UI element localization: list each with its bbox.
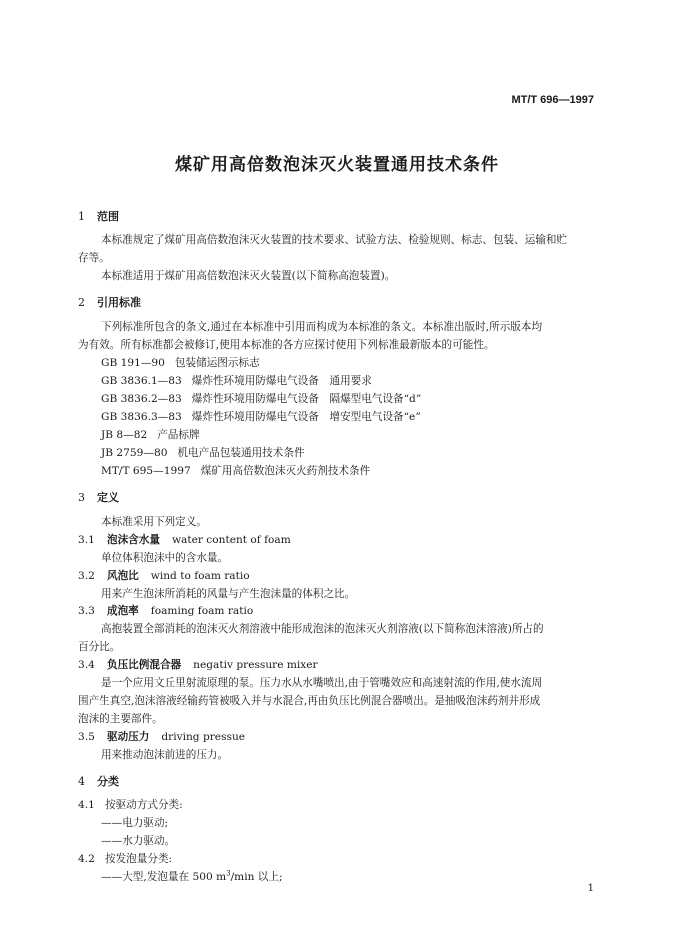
definition-term: 负压比例混合器 xyxy=(107,659,182,671)
section-1-heading xyxy=(78,208,119,224)
reference-code: JB 2759—80 xyxy=(101,447,168,459)
paragraph-line: 本标准适用于煤矿用高倍数泡沫灭火装置(以下简称高泡装置)。 xyxy=(101,270,396,282)
reference-code: JB 8—82 xyxy=(101,429,148,441)
definition-english: water content of foam xyxy=(171,534,291,546)
definition-text: 用来推动泡沫前进的压力。 xyxy=(101,749,229,761)
definition-english: driving pressue xyxy=(161,731,246,743)
section-3-heading xyxy=(78,489,119,505)
definition-text: 单位体积泡沫中的含水量。 xyxy=(101,552,229,564)
list-item: ——电力驱动; xyxy=(101,817,169,829)
reference-title: 机电产品包装通用技术条件 xyxy=(177,447,305,459)
reference-item xyxy=(101,427,200,442)
definition-heading xyxy=(78,532,291,547)
definition-term: 成泡率 xyxy=(107,605,139,617)
list-item-suffix: /min 以上; xyxy=(230,871,283,883)
reference-code: GB 3836.2—83 xyxy=(101,393,182,405)
classification-number: 4.2 xyxy=(78,853,95,865)
reference-title: 爆炸性环境用防爆电气设备 隔爆型电气设备“d” xyxy=(191,393,422,405)
definition-english: negativ pressure mixer xyxy=(193,659,318,671)
definition-text: 围产生真空,泡沫溶液经输药管被吸入并与水混合,再由负压比例混合器喷出。是抽吸泡沫药剂并形成 xyxy=(78,695,541,707)
page-number: 1 xyxy=(587,883,594,894)
section-4-heading xyxy=(78,773,119,789)
definition-number: 3.4 xyxy=(78,659,95,671)
definition-heading xyxy=(78,729,245,744)
definition-number: 3.3 xyxy=(78,605,95,617)
definition-term: 风泡比 xyxy=(107,570,139,582)
definition-text: 泡沫的主要部件。 xyxy=(78,713,163,725)
reference-item xyxy=(101,409,421,424)
section-number: 4 xyxy=(78,775,85,788)
definition-text: 用来产生泡沫所消耗的风量与产生泡沫量的体积之比。 xyxy=(101,588,356,600)
section-label: 引用标准 xyxy=(97,296,141,309)
reference-code: GB 191—90 xyxy=(101,357,165,369)
definition-english: foaming foam ratio xyxy=(150,605,254,617)
reference-item xyxy=(101,373,372,388)
definition-term: 泡沫含水量 xyxy=(107,534,160,546)
reference-title: 包装储运图示标志 xyxy=(174,357,260,369)
classification-text: 按发泡量分类: xyxy=(105,853,173,865)
definition-english: wind to foam ratio xyxy=(150,570,250,582)
reference-title: 产品标牌 xyxy=(157,429,200,441)
reference-code: MT/T 695—1997 xyxy=(101,465,191,477)
paragraph-line: 存等。 xyxy=(78,252,110,264)
section-label: 范围 xyxy=(97,210,119,223)
definition-number: 3.2 xyxy=(78,570,95,582)
definition-text: 高抱装置全部消耗的泡沫灭火剂溶液中能形成泡沫的泡沫灭火剂溶液(以下简称泡沫溶液)所占的 xyxy=(101,623,544,635)
section-label: 定义 xyxy=(97,491,119,504)
section-label: 分类 xyxy=(97,775,119,788)
paragraph-line: 本标准采用下列定义。 xyxy=(101,516,207,528)
section-number: 3 xyxy=(78,491,85,504)
section-number: 2 xyxy=(78,296,85,309)
definition-heading xyxy=(78,657,318,672)
standard-number: MT/T 696—1997 xyxy=(511,94,594,106)
definition-number: 3.5 xyxy=(78,731,95,743)
reference-item xyxy=(101,391,421,406)
list-item xyxy=(101,869,283,884)
definition-number: 3.1 xyxy=(78,534,95,546)
reference-title: 煤矿用高倍数泡沫灭火药剂技术条件 xyxy=(200,465,371,477)
definition-heading xyxy=(78,603,253,618)
list-item-prefix: ——大型,发泡量在 500 m xyxy=(101,871,227,883)
reference-item xyxy=(101,463,370,478)
definition-heading xyxy=(78,568,250,583)
classification-text: 按驱动方式分类: xyxy=(105,799,183,811)
paragraph-line: 为有效。所有标准都会被修订,使用本标准的各方应探讨使用下列标准最新版本的可能性。 xyxy=(78,339,495,351)
definition-text: 是一个应用文丘里射流原理的泵。压力水从水嘴喷出,由于管嘴效应和高速射流的作用,使水流周 xyxy=(101,677,543,689)
reference-code: GB 3836.1—83 xyxy=(101,375,182,387)
reference-title: 爆炸性环境用防爆电气设备 增安型电气设备“e” xyxy=(191,411,421,423)
paragraph-line: 下列标准所包含的条文,通过在本标准中引用而构成为本标准的条文。本标准出版时,所示版本均 xyxy=(101,321,543,333)
section-2-heading xyxy=(78,294,141,310)
superscript: 3 xyxy=(226,869,231,878)
reference-item xyxy=(101,355,260,370)
classification-number: 4.1 xyxy=(78,799,95,811)
paragraph-line: 本标准规定了煤矿用高倍数泡沫灭火装置的技术要求、试验方法、检验规则、标志、包装、运输和贮 xyxy=(101,234,568,246)
definition-text: 百分比。 xyxy=(78,641,121,653)
classification-heading xyxy=(78,851,172,866)
reference-code: GB 3836.3—83 xyxy=(101,411,182,423)
classification-heading xyxy=(78,797,183,812)
list-item: ——水力驱动。 xyxy=(101,835,176,847)
section-number: 1 xyxy=(78,210,85,223)
reference-title: 爆炸性环境用防爆电气设备 通用要求 xyxy=(191,375,372,387)
document-title: 煤矿用高倍数泡沫灭火装置通用技术条件 xyxy=(175,155,499,175)
reference-item xyxy=(101,445,305,460)
definition-term: 驱动压力 xyxy=(107,731,150,743)
